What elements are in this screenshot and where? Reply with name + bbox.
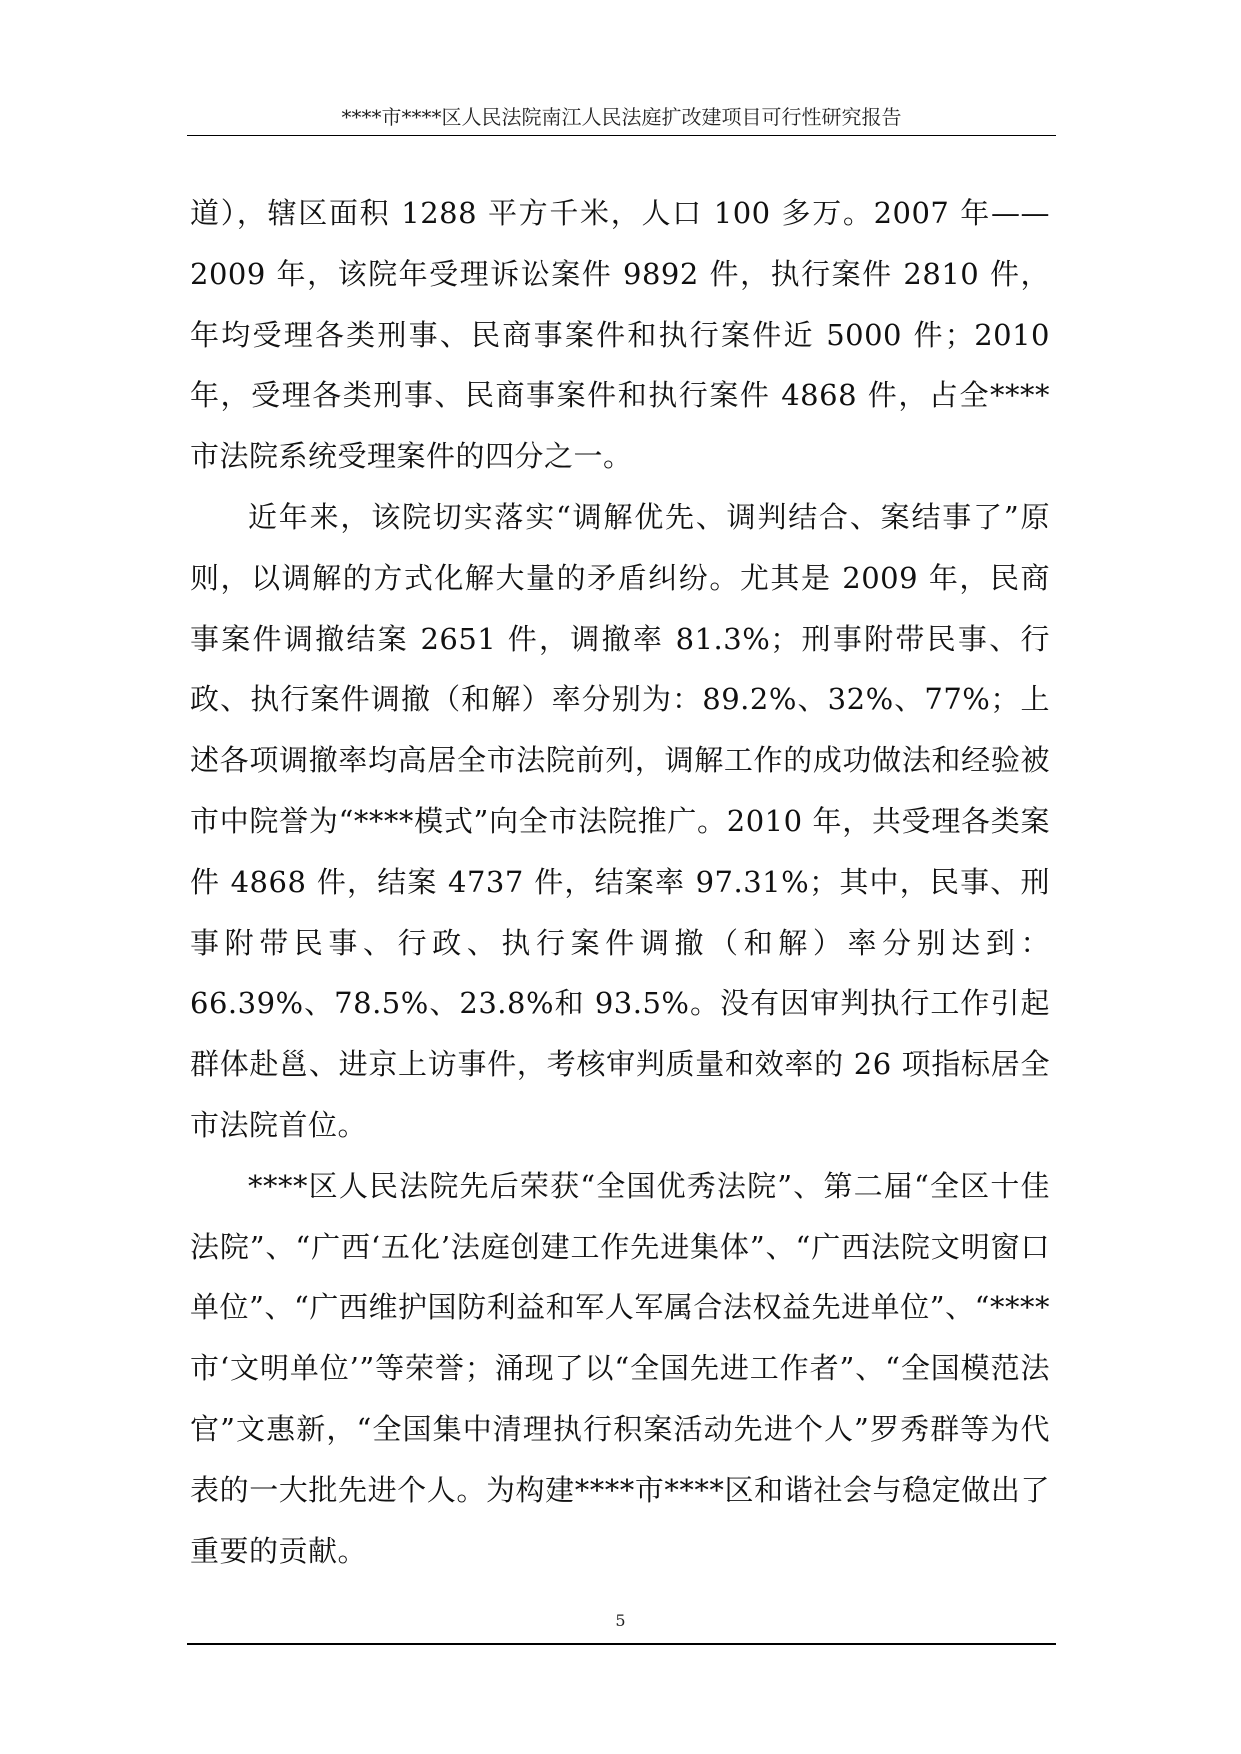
footer-divider bbox=[187, 1643, 1056, 1645]
paragraph-1: 道），辖区面积 1288 平方千米，人口 100 多万。2007 年——2009 年，该院年受理诉讼案件 9892 件，执行案件 2810 件，年均受理各类刑事、民商事案件和执行案件近 5000 件；2010 年，受理各类刑事、民商事案件和执行案件 4868 件，占全****市法院系统受理案件的四分之一。 bbox=[190, 196, 1050, 474]
header-divider bbox=[187, 135, 1056, 136]
page-number: 5 bbox=[615, 1611, 626, 1630]
paragraph-2: 近年来，该院切实落实“调解优先、调判结合、案结事了”原则，以调解的方式化解大量的矛盾纠纷。尤其是 2009 年，民商事案件调撤结案 2651 件，调撤率 81.3%；刑事附带民事、行政、执行案件调撤（和解）率分别为：89.2%、32%、77%；上述各项调撤率均高居全市法院前列，调解工作的成功做法和经验被市中院誉为“****模式”向全市法院推广。2010 年，共受理各类案件 4868 件，结案 4737 件，结案率 97.31%；其中，民事、刑事附带民事、行政、执行案件调撤（和解）率分别达到：66.39%、78.5%、23.8%和 93.5%。没有因审判执行工作引起群体赴邕、进京上访事件，考核审判质量和效率的 26 项指标居全市法院首位。 bbox=[190, 499, 1050, 1142]
paragraph-3: ****区人民法院先后荣获“全国优秀法院”、第二届“全区十佳法院”、“广西‘五化’法庭创建工作先进集体”、“广西法院文明窗口单位”、“广西维护国防利益和军人军属合法权益先进单位”、“****市‘文明单位’”等荣誉；涌现了以“全国先进工作者”、“全国模范法官”文惠新，“全国集中清理执行积案活动先进个人”罗秀群等为代表的一大批先进个人。为构建****市****区和谐社会与稳定做出了重要的贡献。 bbox=[190, 1168, 1050, 1568]
document-body bbox=[190, 183, 1050, 1581]
page-header-title: ****市****区人民法院南江人民法庭扩改建项目可行性研究报告 bbox=[341, 105, 902, 129]
